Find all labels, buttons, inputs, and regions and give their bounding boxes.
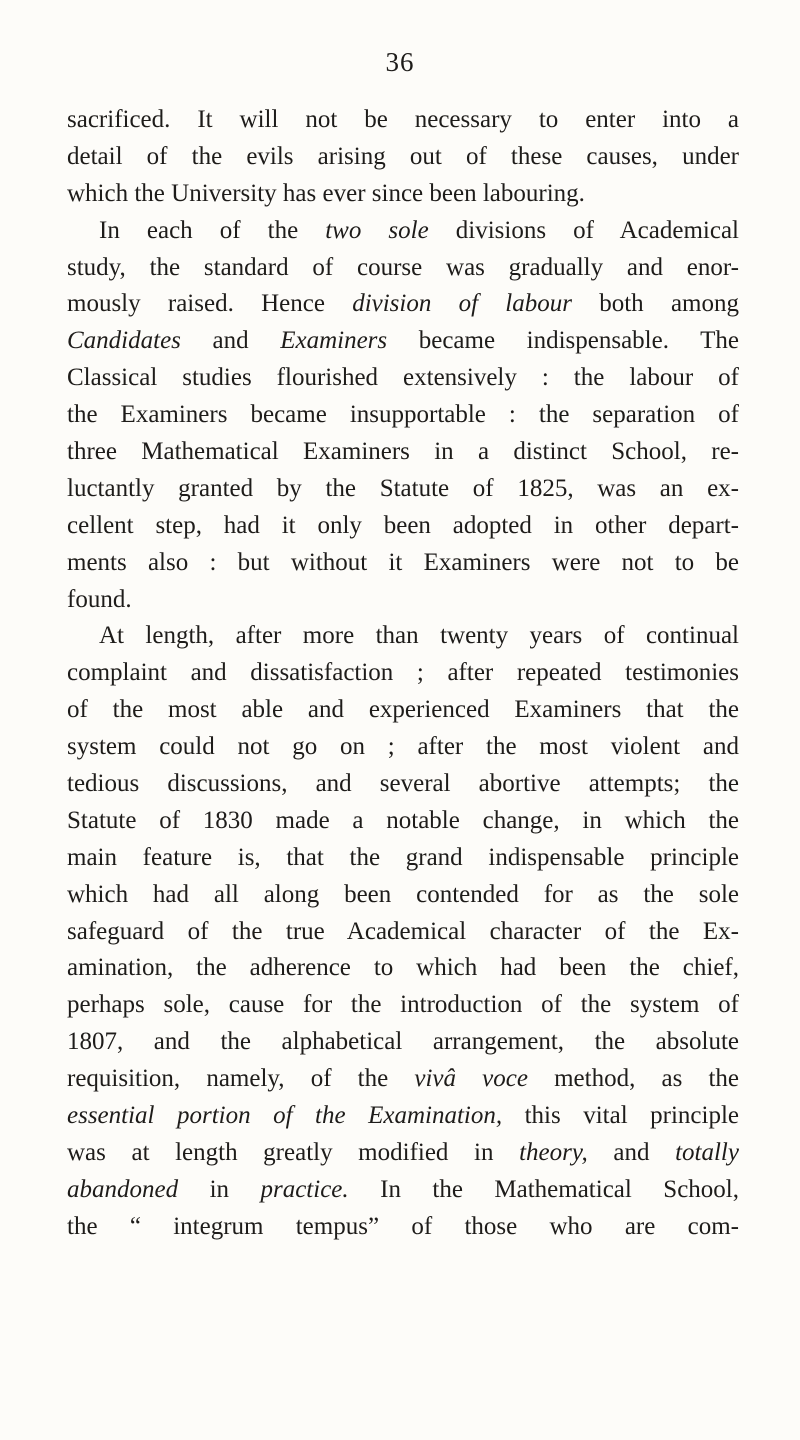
italic-text: totally: [675, 1138, 739, 1166]
text-run: method, as the: [527, 1065, 739, 1093]
text-run: found.: [67, 585, 132, 613]
text-line: [67, 102, 739, 139]
italic-text: Examiners: [280, 327, 388, 355]
text-run: became indispensable. The: [387, 327, 739, 355]
text-line: [67, 692, 739, 729]
text-line: [67, 1209, 739, 1246]
text-line: [67, 434, 739, 471]
text-run: study, the standard of course was gradually and enor-: [67, 253, 739, 281]
text-run: which the University has ever since been labouring.: [67, 179, 585, 207]
text-line: [67, 1098, 739, 1135]
text-line: [67, 914, 739, 951]
text-run: which had all along been contended for as the sole: [67, 880, 739, 908]
text-run: divisions of Academical: [428, 216, 739, 244]
text-run: safeguard of the true Academical character of the Ex-: [67, 917, 739, 945]
text-line: [67, 618, 739, 655]
text-line: [67, 950, 739, 987]
text-run: was at length greatly modified in: [67, 1138, 520, 1166]
text-run: sacrificed. It will not be necessary to enter into a: [67, 106, 739, 133]
text-line: [67, 582, 739, 619]
text-line: [67, 1172, 739, 1209]
text-line: [67, 176, 739, 213]
text-line: [67, 397, 739, 434]
text-run: complaint and dissatisfaction ; after repeated testimonies: [67, 659, 739, 687]
text-line: [67, 250, 739, 287]
text-line: [67, 840, 739, 877]
text-line: [67, 323, 739, 360]
text-run: and: [587, 1138, 676, 1166]
text-line: [67, 360, 739, 397]
italic-text: two sole: [325, 216, 429, 244]
italic-text: practice.: [260, 1175, 349, 1203]
text-line: [67, 877, 739, 914]
text-line: [67, 471, 739, 508]
text-line: [67, 1135, 739, 1172]
italic-text: Candidates: [67, 327, 181, 355]
text-run: system could not go on ; after the most violent and: [67, 733, 739, 761]
text-line: [67, 213, 739, 250]
text-run: the Examiners became insupportable : the separation of: [67, 401, 739, 429]
text-line: [67, 655, 739, 692]
text-line: [67, 545, 739, 582]
text-run: ments also : but without it Examiners were not to be: [67, 548, 739, 576]
text-run: in: [178, 1175, 261, 1203]
italic-text: theory,: [519, 1138, 588, 1166]
italic-text: abandoned: [67, 1175, 179, 1203]
text-line: [67, 766, 739, 803]
text-run: this vital principle: [502, 1102, 739, 1130]
text-run: Classical studies flourished extensively : the labour of: [67, 364, 739, 392]
page-number: 36: [385, 47, 415, 77]
text-line: [67, 286, 739, 323]
body-text: [67, 102, 739, 1246]
text-line: [67, 1024, 739, 1061]
italic-text: division of labour: [352, 290, 572, 318]
text-run: perhaps sole, cause for the introduction of the system of: [67, 991, 739, 1019]
text-run: Statute of 1830 made a notable change, in which the: [67, 806, 739, 834]
text-run: luctantly granted by the Statute of 1825, was an ex-: [67, 474, 739, 502]
text-line: [67, 803, 739, 840]
italic-text: vivâ voce: [414, 1065, 528, 1093]
text-run: three Mathematical Examiners in a distinct School, re-: [67, 438, 739, 466]
text-line: [67, 987, 739, 1024]
text-run: main feature is, that the grand indispensable principle: [67, 843, 739, 871]
text-run: detail of the evils arising out of these causes, under: [67, 142, 739, 170]
text-line: [67, 139, 739, 176]
italic-text: essential portion of the Examination,: [67, 1102, 503, 1130]
text-line: [67, 1061, 739, 1098]
text-line: [67, 508, 739, 545]
text-run: of the most able and experienced Examiners that the: [67, 696, 739, 724]
text-run: In the Mathematical School,: [348, 1175, 739, 1203]
text-run: In each of the: [99, 216, 326, 244]
text-run: amination, the adherence to which had been the chief,: [67, 954, 739, 982]
text-line: [67, 729, 739, 766]
text-run: both among: [571, 290, 739, 318]
text-run: cellent step, had it only been adopted in other depart-: [67, 511, 739, 539]
text-run: and: [180, 327, 281, 355]
text-run: mously raised. Hence: [67, 290, 353, 318]
text-run: 1807, and the alphabetical arrangement, the absolute: [67, 1028, 739, 1056]
text-run: tedious discussions, and several abortive attempts; the: [67, 770, 739, 798]
text-run: the “ integrum tempus” of those who are com-: [67, 1212, 739, 1240]
text-run: At length, after more than twenty years of continual: [99, 622, 739, 650]
text-run: requisition, namely, of the: [67, 1065, 415, 1093]
